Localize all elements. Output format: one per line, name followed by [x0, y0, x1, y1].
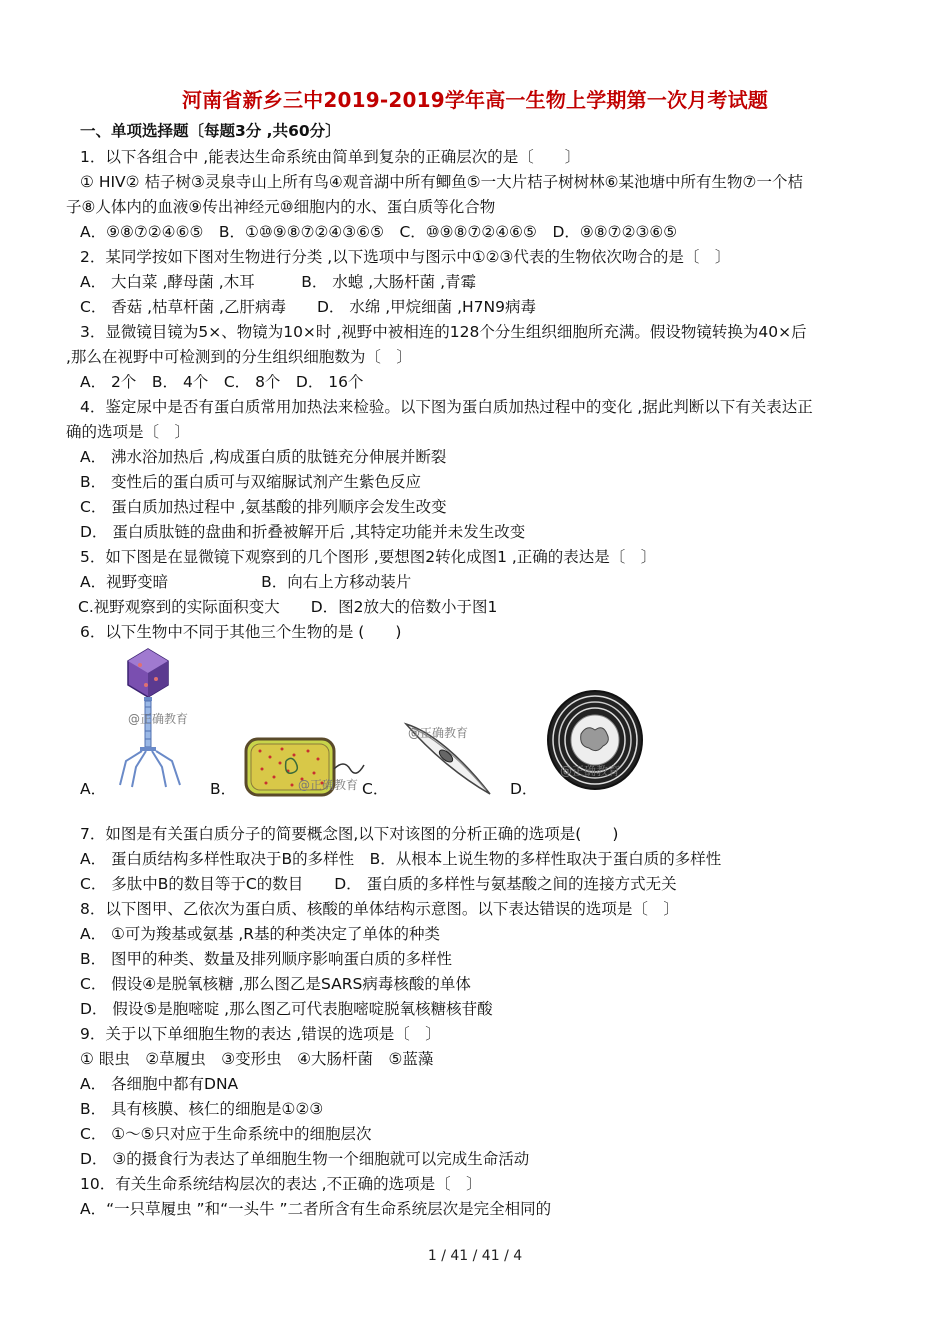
question-line: A． 沸水浴加热后 ,构成蛋白质的肽链充分伸展并断裂 [80, 448, 447, 466]
question-line: ,那么在视野中可检测到的分生组织细胞数为〔 〕 [66, 348, 412, 366]
question-line: C． ①～⑤只对应于生命系统中的细胞层次 [80, 1125, 372, 1143]
q6-option-a-label: A． [80, 780, 107, 798]
question-line: A． 大白菜 ,酵母菌 ,木耳 B． 水螅 ,大肠杆菌 ,青霉 [80, 273, 477, 291]
question-line: 3．显微镜目镜为5×、物镜为10×时 ,视野中被相连的128个分生组织细胞所充满。假设物镜转换为40×后 [80, 323, 807, 341]
question-line: A． 2个 B． 4个 C． 8个 D． 16个 [80, 373, 364, 391]
question-line: D． 蛋白质肽链的盘曲和折叠被解开后 ,其特定功能并未发生改变 [80, 523, 526, 541]
question-line: A． 蛋白质结构多样性取决于B的多样性 B．从根本上说生物的多样性取决于蛋白质的多样性 [80, 850, 722, 868]
question-line: A．视野变暗 B．向右上方移动装片 [80, 573, 412, 591]
question-line: C． 假设④是脱氧核糖 ,那么图乙是SARS病毒核酸的单体 [80, 975, 471, 993]
question-line: 7．如图是有关蛋白质分子的简要概念图,以下对该图的分析正确的选项是( ) [80, 825, 619, 843]
question-line: B． 具有核膜、核仁的细胞是①②③ [80, 1100, 324, 1118]
question-line: 子⑧人体内的血液⑨传出神经元⑩细胞内的水、蛋白质等化合物 [66, 198, 496, 216]
question-line: 4．鉴定尿中是否有蛋白质常用加热法来检验。以下图为蛋白质加热过程中的变化 ,据此判断以下有关表达正 [80, 398, 813, 416]
q6-option-d-label: D． [510, 780, 538, 798]
question-line: 9．关于以下单细胞生物的表达 ,错误的选项是〔 〕 [80, 1025, 441, 1043]
watermark: @正确教育 [408, 726, 469, 740]
question-line: B． 图甲的种类、数量及排列顺序影响蛋白质的多样性 [80, 950, 453, 968]
question-line: 5．如下图是在显微镜下观察到的几个图形 ,要想图2转化成图1 ,正确的表达是〔 〕 [80, 548, 657, 566]
watermark: @正确教育 [128, 712, 189, 726]
page-number: 1 / 41 / 41 / 4 [427, 1248, 523, 1264]
question-line: C.视野观察到的实际面积变大 D．图2放大的倍数小于图1 [78, 598, 498, 616]
question-line: A． 各细胞中都有DNA [80, 1075, 239, 1093]
question-line: 8．以下图甲、乙依次为蛋白质、核酸的单体结构示意图。以下表达错误的选项是〔 〕 [80, 900, 679, 918]
question-line: A．⑨⑧⑦②④⑥⑤ B．①⑩⑨⑧⑦②④③⑥⑤ C．⑩⑨⑧⑦②④⑥⑤ D．⑨⑧⑦②③⑥⑤ [80, 223, 678, 241]
question-line: B． 变性后的蛋白质可与双缩脲试剂产生紫色反应 [80, 473, 422, 491]
question-line: 2．某同学按如下图对生物进行分类 ,以下选项中与图示中①②③代表的生物依次吻合的是〔 〕 [80, 248, 731, 266]
question-line: A．“一只草履虫 ”和“一头牛 ”二者所含有生命系统层次是完全相同的 [80, 1200, 552, 1218]
document-title: 河南省新乡三中2019-2019学年高一生物上学期第一次月考试题 [181, 88, 769, 112]
question-line: C． 香菇 ,枯草杆菌 ,乙肝病毒 D． 水绵 ,甲烷细菌 ,H7N9病毒 [80, 298, 537, 316]
question-line: 确的选项是〔 〕 [66, 423, 191, 441]
question-line: 1．以下各组合中 ,能表达生命系统由简单到复杂的正确层次的是〔 〕 [80, 148, 581, 166]
watermark: @正确教育 [298, 778, 359, 792]
question-line: 10．有关生命系统结构层次的表达 ,不正确的选项是〔 〕 [80, 1175, 482, 1193]
question-line: D． ③的摄食行为表达了单细胞生物一个细胞就可以完成生命活动 [80, 1150, 530, 1168]
q6-option-b-label: B． [210, 780, 237, 798]
watermark: @正确教育 [560, 764, 621, 778]
question-line: ① 眼虫 ②草履虫 ③变形虫 ④大肠杆菌 ⑤蓝藻 [80, 1050, 434, 1068]
question-line: A． ①可为羧基或氨基 ,R基的种类决定了单体的种类 [80, 925, 441, 943]
question-line: 6．以下生物中不同于其他三个生物的是 ( ) [80, 623, 402, 641]
question-line: ① HIV② 桔子树③灵泉寺山上所有鸟④观音湖中所有鲫鱼⑤一大片桔子树树林⑥某池塘中所有生物⑦一个桔 [80, 173, 803, 191]
question-line: C． 多肽中B的数目等于C的数目 D． 蛋白质的多样性与氨基酸之间的连接方式无关 [80, 875, 677, 893]
question-line: D． 假设⑤是胞嘧啶 ,那么图乙可代表胞嘧啶脱氧核糖核苷酸 [80, 1000, 493, 1018]
q6-option-c-label: C． [362, 780, 389, 798]
section-heading: 一、单项选择题〔每题3分 ,共60分〕 [80, 122, 341, 140]
question-line: C． 蛋白质加热过程中 ,氨基酸的排列顺序会发生改变 [80, 498, 447, 516]
